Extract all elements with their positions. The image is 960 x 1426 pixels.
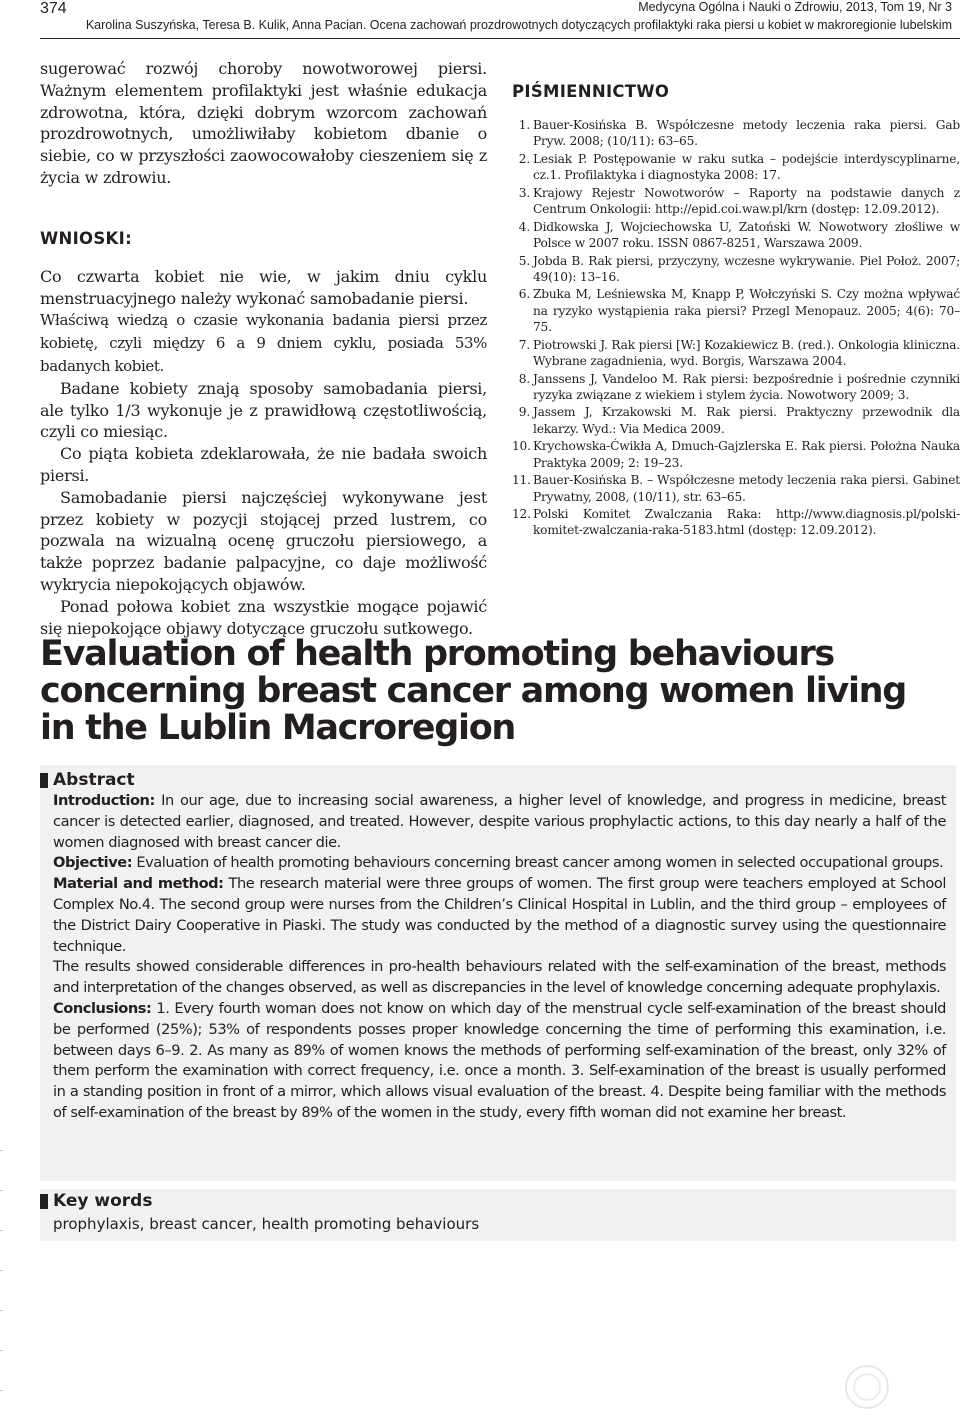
reference-text: Piotrowski J. Rak piersi [W:] Kozakiewicz B. (red.). Onkologia kliniczna. Wybrane zagadnienia, wyd. Borgis, Warszawa 2004. <box>533 337 960 368</box>
reference-item <box>512 337 960 370</box>
crop-marks <box>0 1150 4 1400</box>
abstract-label: Introduction: <box>53 792 155 809</box>
conclusion-paragraph: Samobadanie piersi najczęściej wykonywane jest przez kobiety w pozycji stojącej przed lustrem, co pozwala na wizualną ocenę gruczołu piersiowego, a także poprzez badanie palpacyjne, co daje możliwość wykrycia niepokojących objawów. <box>40 487 487 594</box>
section-marker-icon <box>40 1194 48 1209</box>
reference-text: Bauer-Kosińska B. Współczesne metody leczenia raka piersi. Gab Pryw. 2008; (10/11): 63–65. <box>533 118 960 149</box>
reference-number: 2. <box>518 151 530 166</box>
conclusion-paragraph: Ponad połowa kobiet zna wszystkie mogące pojawić się niepokojące objawy dotyczące gruczołu sutkowego. <box>40 596 487 638</box>
body-paragraph: sugerować rozwój choroby nowotworowej piersi. Ważnym elementem profilaktyki jest właśnie edukacja zdrowotna, która, dzięki dobrym wzorcom zachowań prozdrowotnych, umożliwiłaby kobietom dbanie o siebie, co w przyszłości zaowocowałoby cieszeniem się z życia w zdrowiu. <box>40 59 487 187</box>
keywords-heading: Key words <box>53 1191 153 1211</box>
reference-item <box>512 404 960 437</box>
abstract-text: In our age, due to increasing social awareness, a higher level of knowledge, and progress in medicine, breast cancer is detected earlier, diagnosed, and treated. However, despite various prophylactic actions, to this day nearly a half of the women diagnosed with breast cancer die. <box>53 792 946 851</box>
references-heading: PIŚMIENNICTWO <box>512 82 670 101</box>
header-rule <box>40 38 960 39</box>
conclusion-paragraph: Badane kobiety znają sposoby samobadania piersi, ale tylko 1/3 wykonuje je z prawidłową częstotliwością, czyli co miesiąc. <box>40 378 487 442</box>
reference-text: Jassem J, Krzakowski M. Rak piersi. Praktyczny przewodnik dla lekarzy. Wyd.: Via Medica 2009. <box>533 405 960 436</box>
reference-text: Polski Komitet Zwalczania Raka: http://www.diagnosis.pl/polski-komitet-zwalczania-raka-5183.html (dostęp: 12.09.2012). <box>533 507 960 538</box>
reference-number: 1. <box>518 118 530 132</box>
reference-item <box>512 286 960 335</box>
abstract-text: The research material were three groups of women. The first group were teachers employed at School Complex No.4. The second group were nurses from the Children’s Clinical Hospital in Lublin, and the third group – employees of the District Dairy Cooperative in Piaski. The study was conducted by the method of a diagnostic survey using the questionnaire technique. <box>53 875 946 955</box>
abstract-label: Conclusions: <box>53 999 152 1017</box>
reference-number: 4. <box>518 219 530 234</box>
english-title: Evaluation of health promoting behaviours concerning breast cancer among women living in the Lublin Macroregion <box>40 634 907 748</box>
reference-text: Didkowska J, Wojciechowska U, Zatoński W. Nowotwory złośliwe w Polsce w 2007 roku. ISSN 0867-8251, Warszawa 2009. <box>533 219 960 250</box>
reference-number: 12. <box>512 507 531 522</box>
conclusion-text: Co czwarta kobiet nie wie, w jakim dniu cyklu menstruacyjnego należy wykonać samobadanie piersi. <box>40 266 487 308</box>
reference-text: Bauer-Kosińska B. – Współczesne metody leczenia raka piersi. Gabinet Prywatny, 2008, (10/11), str. 63–65. <box>533 473 960 504</box>
reference-number: 11. <box>512 473 531 488</box>
reference-item <box>512 117 960 150</box>
reference-text: Krajowy Rejestr Nowotworów – Raporty na podstawie danych z Centrum Onkologii: http://epid.coi.waw.pl/krn (dostęp: 12.09.2012). <box>533 185 960 217</box>
abstract-label: Objective: <box>53 854 133 872</box>
reference-number: 5. <box>518 253 530 268</box>
reference-item <box>512 438 960 471</box>
reference-item <box>512 371 960 404</box>
reference-item <box>512 253 960 286</box>
section-marker-icon <box>40 773 48 788</box>
reference-text: Janssens J, Vandeloo M. Rak piersi: bezpośrednie i pośrednie czynniki ryzyka związane z wiekiem i stylem życia. Nowotwory 2009; 3. <box>533 371 960 402</box>
conclusion-paragraph: Co piąta kobieta zdeklarowała, że nie badała swoich piersi. <box>40 444 487 485</box>
abstract-objective <box>53 853 946 874</box>
reference-text: Zbuka M, Leśniewska M, Knapp P, Wołczyński S. Czy można wpływać na ryzyko wystąpienia raka piersi? Przegl Menopauz. 2005; 4(6): 70–75. <box>533 287 960 335</box>
reference-number: 7. <box>518 337 530 352</box>
keywords-text: prophylaxis, breast cancer, health promoting behaviours <box>53 1215 480 1233</box>
reference-text: Lesiak P. Postępowanie w raku sutka – podejście interdyscyplinarne, cz.1. Profilaktyka i diagnostyka 2008: 17. <box>533 151 960 183</box>
abstract-text: Evaluation of health promoting behaviours concerning breast cancer among women in selected occupational groups. <box>136 854 944 872</box>
reference-number: 3. <box>518 185 530 200</box>
reference-item <box>512 506 960 539</box>
reference-number: 9. <box>518 405 530 420</box>
abstract-heading: Abstract <box>53 770 135 790</box>
abstract-conclusions <box>53 999 946 1124</box>
reference-item <box>512 185 960 218</box>
conclusions-heading: WNIOSKI: <box>40 228 132 248</box>
right-column <box>512 82 960 540</box>
abstract-material <box>53 874 946 957</box>
abstract-label: Material and method: <box>53 875 224 893</box>
journal-title: Medycyna Ogólna i Nauki o Zdrowiu, 2013, Tom 19, Nr 3 <box>638 0 952 14</box>
conclusion-paragraph <box>40 266 487 378</box>
reference-text: Jobda B. Rak piersi, przyczyny, wczesne wykrywanie. Piel Położ. 2007; 49(10): 13–16. <box>533 253 960 284</box>
reference-item <box>512 472 960 505</box>
abstract-introduction <box>53 791 946 853</box>
watermark-logo-icon <box>844 1364 890 1410</box>
reference-number: 6. <box>518 287 530 302</box>
conclusion-text: Właściwą wiedzą o czasie wykonania badania piersi przez kobietę, czyli między 6 a 9 dniem cyklu, posiada 53% badanych kobiet. <box>40 311 487 375</box>
page-number: 374 <box>40 0 67 17</box>
reference-number: 8. <box>518 371 530 386</box>
reference-item <box>512 151 960 184</box>
abstract-body <box>53 791 946 1124</box>
reference-item <box>512 219 960 252</box>
running-header: Karolina Suszyńska, Teresa B. Kulik, Anna Pacian. Ocena zachowań prozdrowotnych dotyczących profilaktyki raka piersi u kobiet w makroregionie lubelskim <box>85 18 952 32</box>
abstract-text: 1. Every fourth woman does not know on which day of the menstrual cycle self-examination of the breast should be performed (25%); 53% of respondents posses proper knowledge concerning the time of performing this examination, i.e. between days 6–9. 2. As many as 89% of women knows the methods of performing self-examination of the breast, only 32% of them perform the examination with correct frequency, i.e. once a month. 3. Self-examination of the breast is usually performed in a standing position in front of a mirror, which allows visual evaluation of the breast. 4. Despite being familiar with the methods of self-examination of the breast by 89% of the women in the study, every fifth woman did not examine her breast. <box>53 999 946 1121</box>
abstract-results: The results showed considerable differences in pro-health behaviours related with the self-examination of the breast, methods and interpretation of the changes observed, as well as discrepancies in the level of knowledge concerning adequate prophylaxis. <box>53 958 946 997</box>
reference-text: Krychowska-Ćwikła A, Dmuch-Gajzlerska E. Rak piersi. Położna Nauka Praktyka 2009; 2: 19–23. <box>533 439 960 470</box>
left-column <box>40 58 487 639</box>
references-list <box>512 117 960 539</box>
reference-number: 10. <box>512 439 531 454</box>
